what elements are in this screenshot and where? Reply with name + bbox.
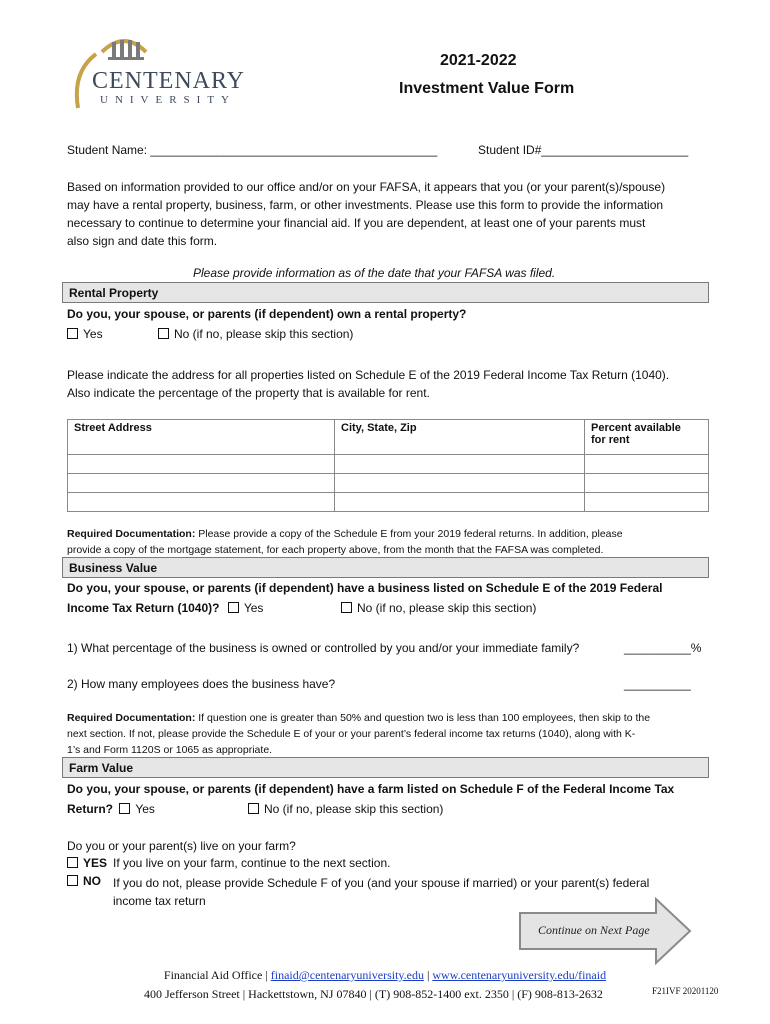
required-docs-line1 xyxy=(67,710,717,726)
form-year: 2021-2022 xyxy=(440,52,517,69)
rental-no-option[interactable] xyxy=(158,327,353,341)
rental-yes-option[interactable] xyxy=(67,327,103,341)
city-state-zip-header: City, State, Zip xyxy=(335,420,585,455)
checkbox[interactable] xyxy=(119,803,130,814)
rental-question: Do you, your spouse, or parents (if dependent) own a rental property? xyxy=(67,307,467,321)
required-docs-line1 xyxy=(67,526,717,542)
continue-label: Continue on Next Page xyxy=(538,923,650,937)
checkbox[interactable] xyxy=(158,328,169,339)
student-id-field[interactable]: Student ID#______________________ xyxy=(478,143,689,157)
intro-paragraph xyxy=(67,178,717,250)
form-code: F21IVF 20201120 xyxy=(652,986,719,996)
checkbox[interactable] xyxy=(341,602,352,613)
business-required-docs xyxy=(67,710,717,758)
instruction-line: Also indicate the percentage of the property that is available for rent. xyxy=(67,386,430,400)
footer-website-link[interactable]: www.centenaryuniversity.edu/finaid xyxy=(432,968,607,982)
percent-rent-header-line1: Percent available xyxy=(591,422,681,434)
city-state-zip-cell[interactable] xyxy=(335,474,585,493)
business-question-line2 xyxy=(67,601,263,615)
employee-count-question: 2) How many employees does the business have? xyxy=(67,677,336,691)
rental-required-docs xyxy=(67,526,717,558)
farm-no-option[interactable] xyxy=(67,874,101,888)
intro-line: also sign and date this form. xyxy=(67,234,218,248)
checkbox[interactable] xyxy=(67,875,78,886)
percent-rent-header xyxy=(585,420,709,455)
farm-heading: Farm Value xyxy=(62,757,709,778)
university-logo xyxy=(70,30,245,112)
yes-label: Yes xyxy=(243,601,264,615)
form-title: Investment Value Form xyxy=(399,80,575,97)
business-heading: Business Value xyxy=(62,557,709,578)
checkbox[interactable] xyxy=(67,857,78,868)
business-no-option[interactable] xyxy=(341,601,536,615)
percent-rent-header-line2: for rent xyxy=(591,434,630,446)
yes-label: Yes xyxy=(135,802,155,816)
rental-property-table xyxy=(67,419,709,512)
logo-subtitle: UNIVERSITY xyxy=(100,94,236,106)
table-header-row xyxy=(68,420,709,455)
live-on-farm-question: Do you or your parent(s) live on your farm? xyxy=(67,839,296,853)
employee-count-field[interactable]: __________ xyxy=(624,677,691,691)
checkbox[interactable] xyxy=(248,803,259,814)
city-state-zip-cell[interactable] xyxy=(335,455,585,474)
checkbox[interactable] xyxy=(228,602,239,613)
farm-no-text-line1: If you do not, please provide Schedule F of you (and your spouse if married) or your parent(s) federal xyxy=(113,876,650,890)
intro-line: may have a rental property, business, farm, or other investments. Please use this form to provide the information xyxy=(67,198,664,212)
table-row[interactable] xyxy=(68,493,709,512)
rental-heading: Rental Property xyxy=(62,282,709,303)
city-state-zip-cell[interactable] xyxy=(335,493,585,512)
no-label: No (if no, please skip this section) xyxy=(264,802,444,816)
ownership-percentage-field[interactable]: __________% xyxy=(624,641,702,655)
instruction-line: Please indicate the address for all properties listed on Schedule E of the 2019 Federal Income Tax Return (1040). xyxy=(67,368,670,382)
intro-line: Based on information provided to our office and/or on your FAFSA, it appears that you (or your parent(s)/spouse) xyxy=(67,180,666,194)
business-question-line1: Do you, your spouse, or parents (if dependent) have a business listed on Schedule E of the 2019 Federal xyxy=(67,581,663,595)
required-docs-line2: provide a copy of the mortgage statement, for each property above, from the month that the FAFSA was completed. xyxy=(67,544,604,556)
footer-separator: | xyxy=(423,968,433,982)
footer-office: Financial Aid Office | xyxy=(163,968,271,982)
no-label: No (if no, please skip this section) xyxy=(357,601,537,615)
checkbox[interactable] xyxy=(67,328,78,339)
required-text: If question one is greater than 50% and question two is less than 100 employees, then skip to the xyxy=(195,712,651,724)
footer-address: 400 Jefferson Street | Hackettstown, NJ 07840 | (T) 908-852-1400 ext. 2350 | (F) 908-813-2632 xyxy=(144,987,603,1001)
no-label: No (if no, please skip this section) xyxy=(174,327,354,341)
date-note: Please provide information as of the date that your FAFSA was filed. xyxy=(193,266,556,280)
required-label: Required Documentation: xyxy=(67,712,196,724)
required-docs-line2: next section. If not, please provide the Schedule E of your or your parent’s federal income tax returns (1040), along with K- xyxy=(67,728,636,740)
table-row[interactable] xyxy=(68,455,709,474)
business-question-text: Income Tax Return (1040)? xyxy=(67,601,220,615)
footer-email-link[interactable]: finaid@centenaryuniversity.edu xyxy=(270,968,424,982)
farm-yes-option[interactable] xyxy=(67,856,107,870)
farm-no-option[interactable] xyxy=(248,802,443,816)
farm-question-line2 xyxy=(67,802,155,816)
yes-label: Yes xyxy=(83,327,103,341)
yes-label: YES xyxy=(83,856,108,870)
farm-no-text-line2: income tax return xyxy=(113,894,206,908)
continue-next-page-arrow xyxy=(518,897,693,965)
footer-contact xyxy=(0,968,770,983)
percent-rent-cell[interactable] xyxy=(585,455,709,474)
ownership-percentage-question: 1) What percentage of the business is owned or controlled by you and/or your immediate family? xyxy=(67,641,580,655)
logo-name: CENTENARY xyxy=(92,68,245,94)
intro-line: necessary to continue to determine your financial aid. If you are dependent, at least one of your parents must xyxy=(67,216,646,230)
required-label: Required Documentation: xyxy=(67,528,196,540)
required-docs-line3: 1’s and Form 1120S or 1065 as appropriate. xyxy=(67,744,273,756)
rental-instructions xyxy=(67,366,669,402)
farm-yes-text: If you live on your farm, continue to the next section. xyxy=(113,856,391,870)
table-row[interactable] xyxy=(68,474,709,493)
no-label: NO xyxy=(83,874,101,888)
street-address-header: Street Address xyxy=(68,420,335,455)
street-address-cell[interactable] xyxy=(68,474,335,493)
street-address-cell[interactable] xyxy=(68,493,335,512)
required-text: Please provide a copy of the Schedule E from your 2019 federal returns. In addition, please xyxy=(195,528,623,540)
percent-rent-cell[interactable] xyxy=(585,493,709,512)
farm-question-text: Return? xyxy=(67,802,113,816)
student-name-field[interactable]: Student Name: ___________________________________________ xyxy=(67,143,438,157)
percent-rent-cell[interactable] xyxy=(585,474,709,493)
farm-question-line1: Do you, your spouse, or parents (if dependent) have a farm listed on Schedule F of the Federal Income Tax xyxy=(67,782,675,796)
street-address-cell[interactable] xyxy=(68,455,335,474)
